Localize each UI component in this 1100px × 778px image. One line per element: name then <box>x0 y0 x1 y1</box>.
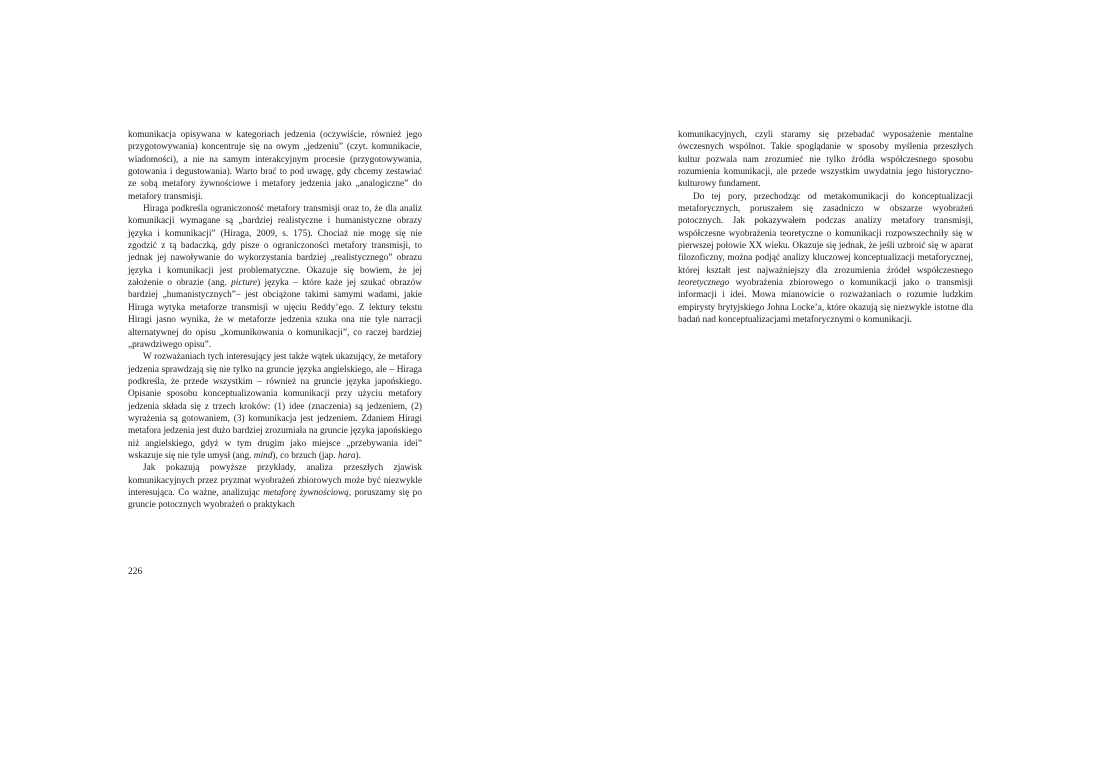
paragraph: Hiraga podkreśla ograniczoność metafory transmisji oraz to, że dla analiz komunikacji wymagane są „bardziej realistyczne i humanistyczne obrazy języka i komunikacji” (Hiraga, 2009, s. 175). Chociaż nie mogę się nie zgodzić z tą badaczką, gdy pisze o ograniczoności metafory transmisji, to jednak jej nawoływanie do wykorzystania bardziej „realistycznego” obrazu języka i komunikacji jest problematyczne. Okazuje się bowiem, że jej założenie o obrazie (ang. picture) języka – które każe jej szukać obrazów bardziej „humanistycznych”– jest obciążone takimi samymi wadami, jakie Hiraga wytyka metaforze transmisji w ujęciu Reddy’ego. Z lektury tekstu Hiragi jasno wynika, że w metaforze jedzenia szuka ona nie tyle narracji alternatywnej do opisu „komunikowania o komunikacji”, co raczej bardziej „prawdziwego opisu”. <box>128 204 422 350</box>
paragraph: Do tej pory, przechodząc od metakomunikacji do konceptualizacji metaforycznych, poruszałem się zasadniczo w obszarze wyobrażeń potocznych. Jak pokazywałem podczas analizy metafory transmisji, współczesne wyobrażenia teoretyczne o komunikacji rozpowszechniły się w pierwszej połowie XX wieku. Okazuje się jednak, że jeśli uzbroić się w aparat filozoficzny, można podjąć analizy kluczowej konceptualizacji metaforycznej, której kształt jest najważniejszy dla zrozumienia źródeł współczesnego teoretycznego wyobrażenia zbiorowego o komunikacji jako o transmisji informacji i idei. Mowa mianowicie o rozważaniach o rozumie ludzkim empirysty brytyjskiego Johna Locke’a, które okazują się niezwykle istotne dla badań nad konceptualizacjami metaforycznymi o komunikacji. <box>678 191 973 326</box>
page-number: 226 <box>128 567 143 577</box>
right-page-text <box>678 129 973 327</box>
paragraph: W rozważaniach tych interesujący jest także wątek ukazujący, że metafory jedzenia sprawdzają się nie tylko na gruncie języka angielskiego, ale – Hiraga podkreśla, że przede wszystkim – również na gruncie języka japońskiego. Opisanie sposobu konceptualizowania komunikacji przy użyciu metafory jedzenia składa się z trzech kroków: (1) idee (znaczenia) są jedzeniem, (2) wyrażenia są gotowaniem, (3) komunikacja jest jedzeniem. Zdaniem Hiragi metafora jedzenia jest dużo bardziej zrozumiała na gruncie języka japońskiego niż angielskiego, gdyż w tym drugim jako miejsce „przebywania idei” wskazuje się nie tyle umysł (ang. mind), co brzuch (jap. hara). <box>128 352 422 461</box>
paragraph: Jak pokazują powyższe przykłady, analiza przeszłych zjawisk komunikacyjnych przez pryzmat wyobrażeń zbiorowych może być niezwykle interesująca. Co ważne, analizując metaforę żywnościową, poruszamy się po gruncie potocznych wyobrażeń o praktykach <box>128 463 422 511</box>
right-page <box>550 0 1100 778</box>
paragraph: komunikacja opisywana w kategoriach jedzenia (oczywiście, również jego przygotowywania) koncentruje się na owym „jedzeniu” (czyt. komunikacie, wiadomości), a nie na samym interakcyjnym procesie (przygotowywania, gotowania i degustowania). Warto brać to pod uwagę, gdy chcemy zestawiać ze sobą metafory żywnościowe i metafory jedzenia jako „analogiczne” do metafory transmisji. <box>128 130 422 202</box>
left-page-text <box>128 129 422 512</box>
paragraph: komunikacyjnych, czyli staramy się przebadać wyposażenie mentalne ówczesnych wspólnot. Takie spoglądanie w sposoby myślenia przeszłych kultur pozwala nam zrozumieć nie tylko źródła współczesnego sposobu rozumienia komunikacji, ale przede wszystkim uwydatnia jego historyczno-kulturowy fundament. <box>678 130 973 190</box>
